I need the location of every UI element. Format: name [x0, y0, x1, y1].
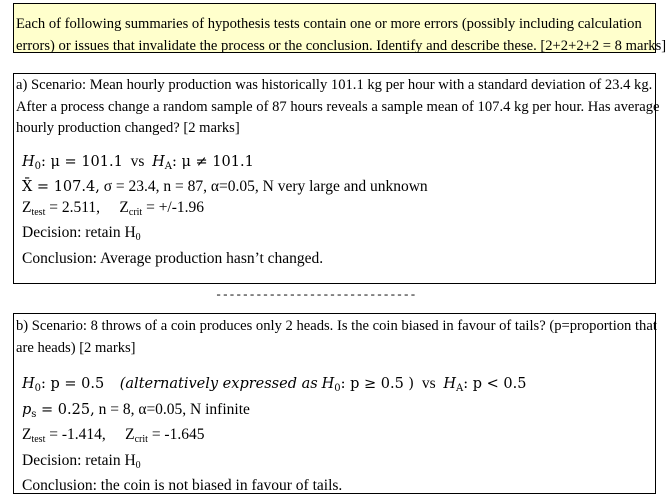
question-a-box	[13, 73, 660, 284]
section-separator: ------------------------------	[215, 288, 417, 302]
instructions-line-2: errors) or issues that invalidate the process or the conclusion. Identify and describe these. [2+2+2+2 = 8 marks]	[16, 38, 667, 54]
question-b-decision: Decision: retain $H_0$	[22, 451, 141, 471]
question-b-statistics: $p_s = 0.25$, n = 8, α=0.05, N infinite	[22, 400, 250, 420]
instructions-line-1: Each of following summaries of hypothesis tests contain one or more errors (possibly including calculation	[16, 16, 642, 32]
question-b-working	[14, 374, 655, 497]
question-b-test-values: $Z_{test} = -1.414$, $Z_{crit} = -1.645$	[22, 426, 205, 445]
question-a-prompt-line: After a process change a random sample of 87 hours reveals a sample mean of 107.4 kg per hour. Has average	[16, 98, 660, 115]
question-b-prompt-line: b) Scenario: 8 throws of a coin produces only 2 heads. Is the coin biased in favour of tails? (p=proportion that	[16, 318, 657, 334]
question-a-prompt-line: hourly production changed? [2 marks]	[16, 120, 240, 136]
question-b-hypotheses: $H_0$: p = 0.5 (alternatively expressed as $H_0$: p ≥ 0.5 ) vs $H_A$: p < 0.5	[22, 375, 527, 394]
question-a-statistics: X̄ = 107.4, σ = 23.4, n = 87, α=0.05, N very large and unknown	[22, 178, 428, 195]
question-a-working	[14, 152, 655, 270]
question-b-prompt	[14, 316, 655, 359]
question-b-conclusion: Conclusion: the coin is not biased in favour of tails.	[22, 477, 343, 494]
question-a-hypotheses: $H_0$: μ = 101.1 vs $H_A$: μ ≠ 101.1	[22, 152, 254, 172]
question-a-prompt	[14, 75, 660, 140]
question-b-box	[13, 313, 656, 494]
question-a-conclusion: Conclusion: Average production hasn’t changed.	[22, 249, 324, 267]
question-a-prompt-line: a) Scenario: Mean hourly production was historically 101.1 kg per hour with a standard deviation of 23.4 kg.	[16, 77, 653, 93]
question-a-test-values: $Z_{test} = 2.511$, $Z_{crit} = +/-1.96$	[22, 198, 205, 218]
question-b-prompt-line: are heads) [2 marks]	[16, 339, 136, 356]
instructions-box	[13, 3, 667, 54]
question-a-decision: Decision: retain $H_0$	[22, 224, 141, 243]
